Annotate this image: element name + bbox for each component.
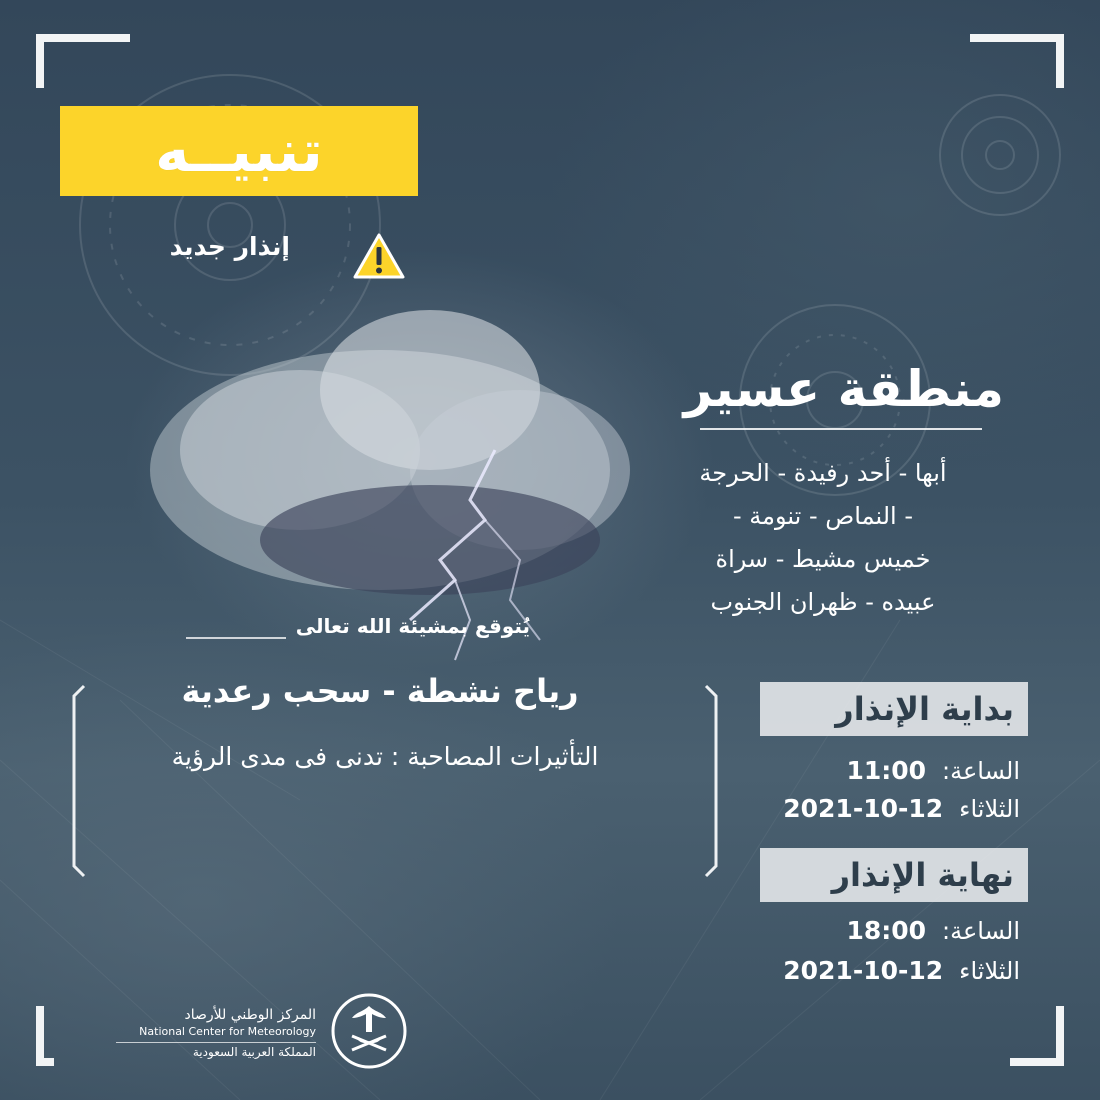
corner-frame-top-right [970, 34, 1064, 88]
expected-divider [186, 637, 286, 639]
cities-line: - النماص - تنومة - [733, 502, 913, 530]
corner-frame-bottom-right [1010, 1006, 1064, 1066]
logo-name-en: National Center for Meteorology [139, 1025, 316, 1038]
effects-text: التأثيرات المصاحبة : تدنى فى مدى الرؤية [171, 742, 599, 771]
start-date-row [730, 794, 1020, 823]
end-day-label: الثلاثاء [959, 957, 1020, 985]
expected-label: يُتوقع بمشيئة الله تعالى [295, 614, 530, 638]
ncm-logo-text [116, 1006, 316, 1061]
cities-line: عبيده - ظهران الجنوب [710, 588, 936, 616]
start-banner [760, 682, 1028, 736]
forecast-bracket-right [704, 684, 720, 878]
end-banner [760, 848, 1028, 902]
start-day-label: الثلاثاء [959, 795, 1020, 823]
alert-banner [60, 106, 418, 196]
start-date-value: 2021-10-12 [783, 794, 944, 823]
start-time-row [730, 756, 1020, 785]
logo-name-ar: المركز الوطني للأرصاد [184, 1007, 316, 1023]
corner-frame-top-left [36, 34, 130, 88]
forecast-bracket-left [70, 684, 86, 878]
start-title: بداية الإنذار [835, 690, 1014, 728]
end-time-label: الساعة: [942, 917, 1020, 945]
new-warning-label: إنذار جديد [169, 232, 290, 261]
end-date-value: 2021-10-12 [783, 956, 944, 985]
region-title: منطقة عسير [683, 360, 1004, 418]
phenomena-text: رياح نشطة - سحب رعدية [181, 672, 579, 710]
end-time-value: 18:00 [846, 916, 927, 945]
logo-country-ar: المملكة العربية السعودية [116, 1042, 316, 1061]
start-time-label: الساعة: [942, 757, 1020, 785]
cities-line: خميس مشيط - سراة [715, 545, 931, 573]
start-time-value: 11:00 [846, 756, 927, 785]
alert-title: تنبيــه [155, 117, 323, 185]
corner-frame-bottom-left [36, 1006, 54, 1066]
region-underline [700, 428, 982, 430]
cities-list [658, 452, 988, 624]
saudi-emblem-icon [330, 992, 408, 1070]
end-time-row [730, 916, 1020, 945]
end-date-row [730, 956, 1020, 985]
end-title: نهاية الإنذار [831, 856, 1014, 894]
warning-triangle-icon [352, 232, 406, 280]
cities-line: أبها - أحد رفيدة - الحرجة [699, 459, 947, 487]
